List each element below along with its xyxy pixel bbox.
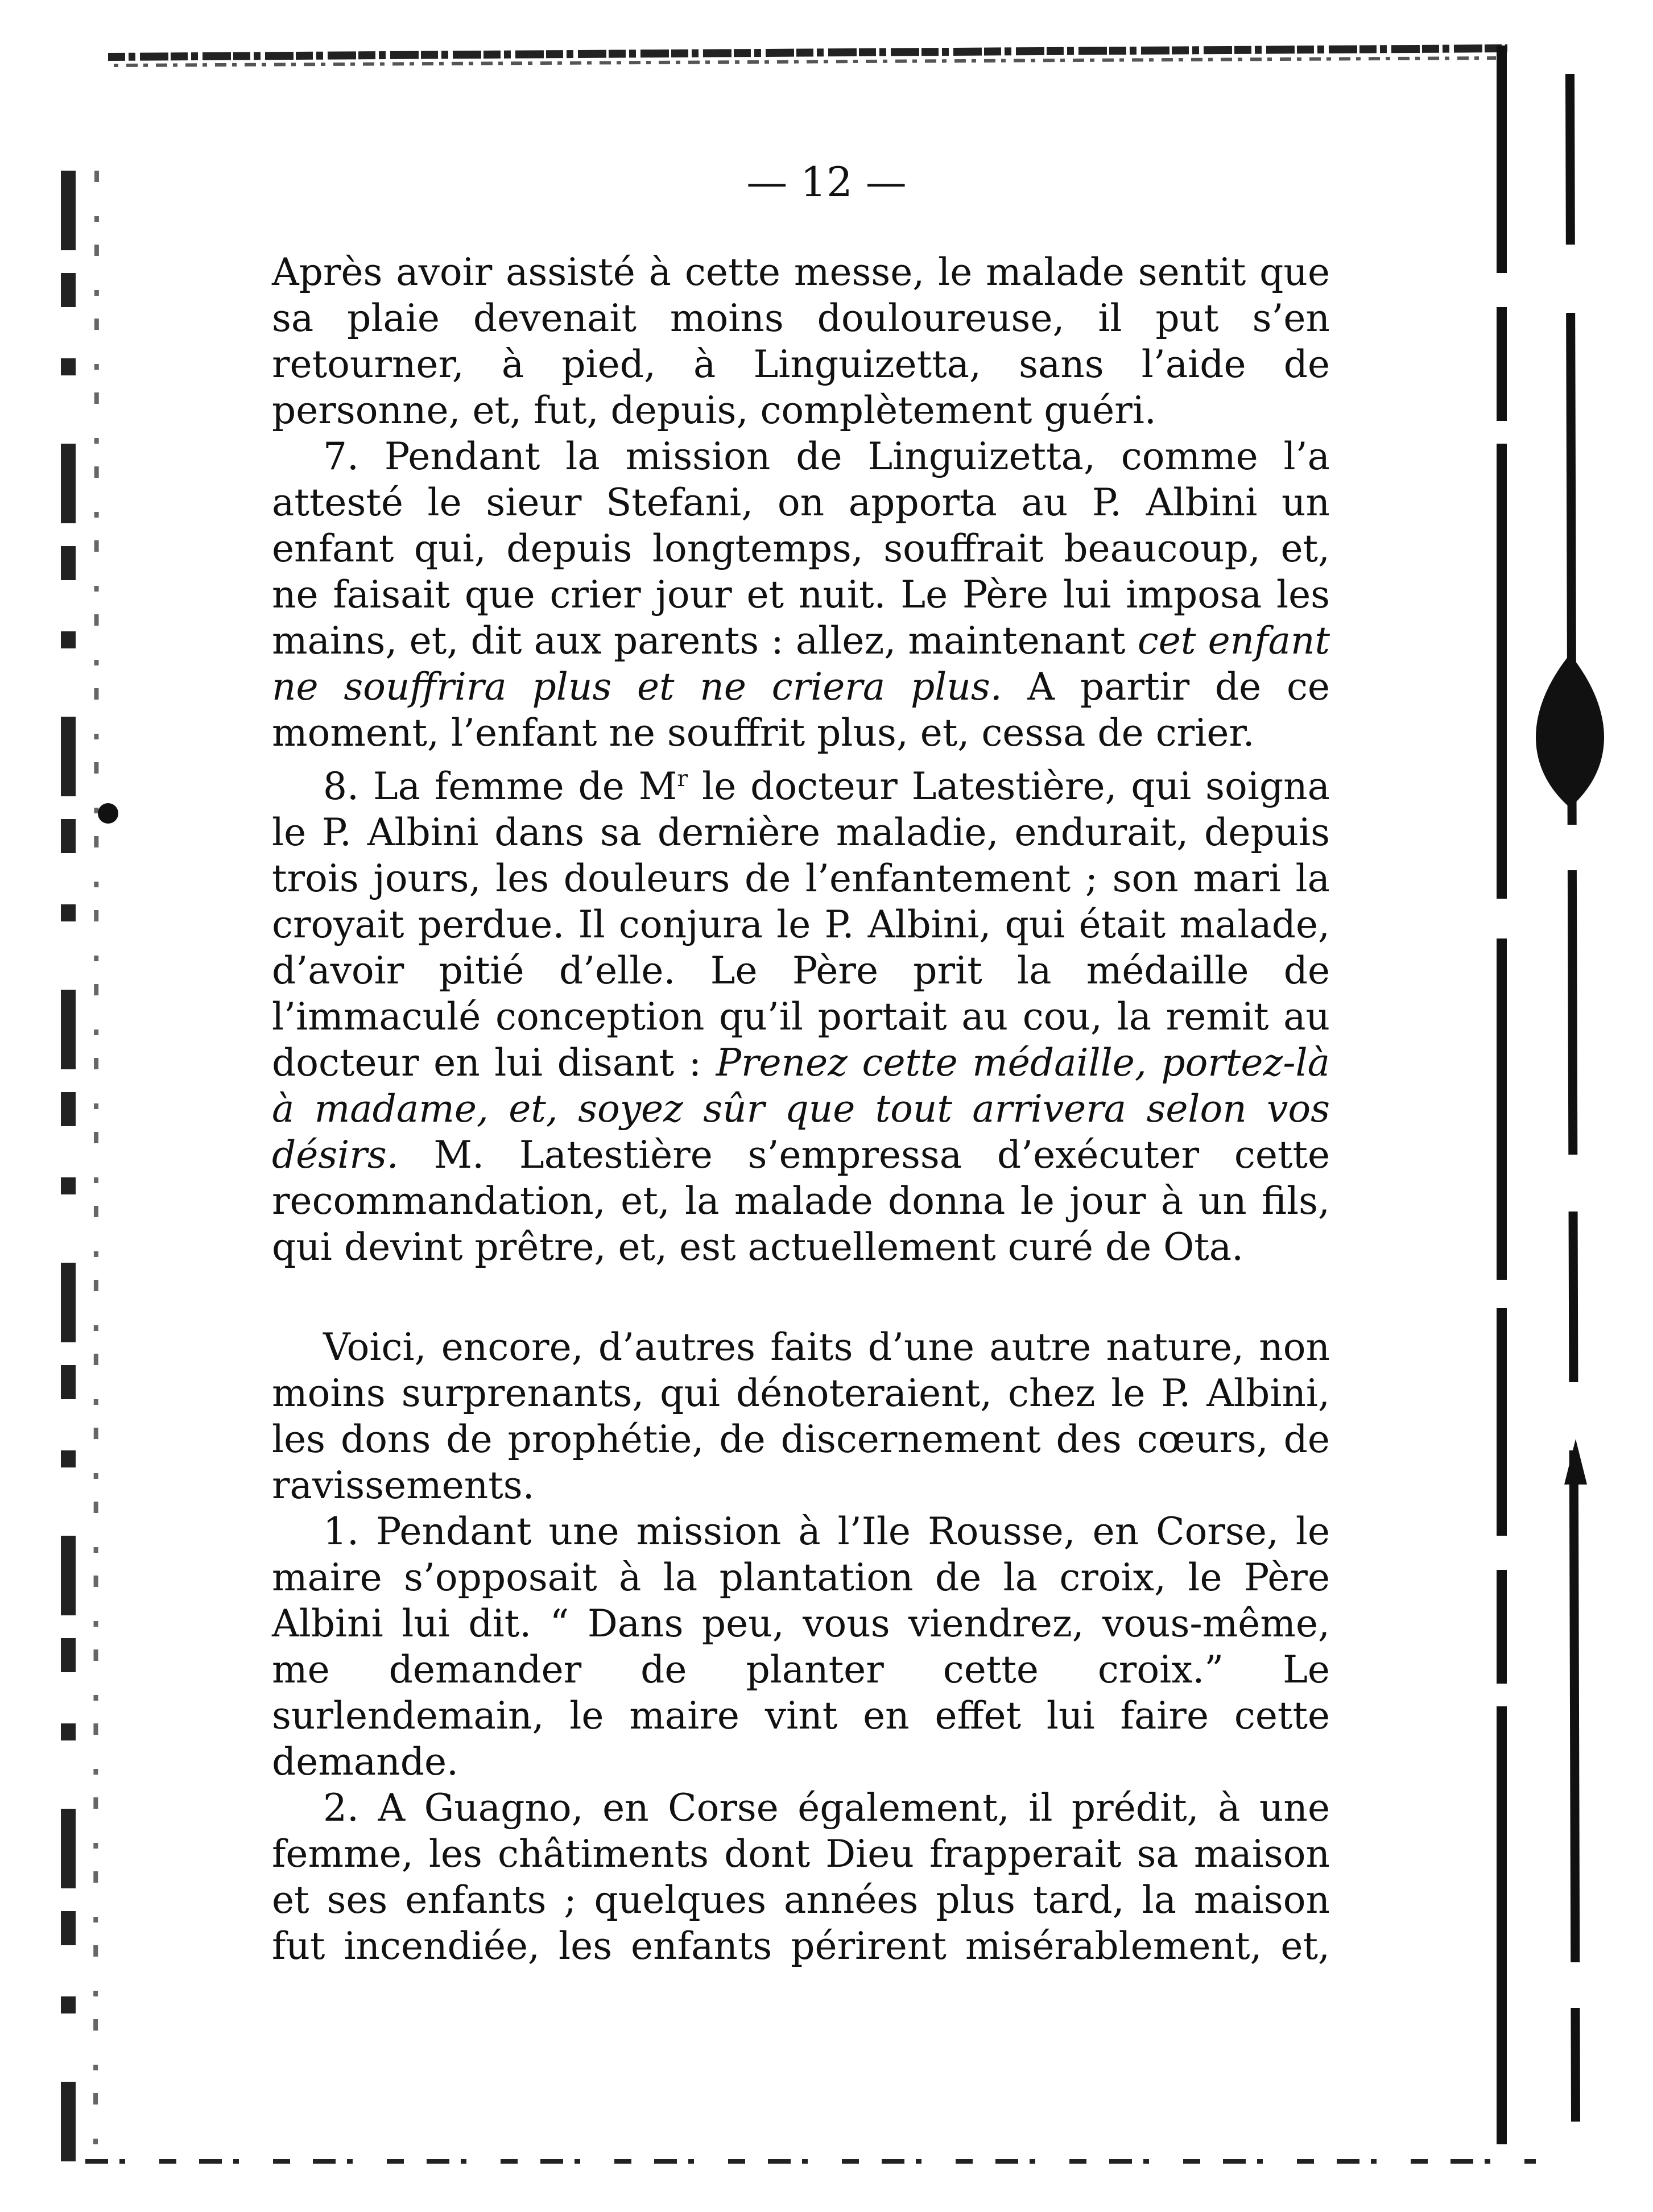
scan-noise-bottom [85, 2139, 1536, 2178]
paragraph-3-after: M. Latestière s’empressa d’exécuter cette recommandation, et, la malade donna le jour à un fils, qui devint prêtre, et, est actuellement curé de Ota. [272, 1133, 1330, 1269]
paragraph-3 [272, 756, 1330, 1270]
paragraph-5-text: 1. Pendant une mission à l’Ile Rousse, en Corse, le maire s’opposait à la plantation de la croix, le Père Albini lui dit. “ Dans peu, vous viendrez, vous-même, me demander de planter cette croix.” Le surlendemain, le maire vint en effet lui faire cette demande. [272, 1510, 1330, 1784]
paragraph-6-text: 2. A Guagno, en Corse également, il prédit, à une femme, les châtiments dont Dieu frapperait sa maison et ses enfants ; quelques années plus tard, la maison fut incendiée, les enfants périrent misérablement, et, [272, 1786, 1330, 1968]
paragraph-1 [272, 249, 1330, 433]
paragraph-3-sup: r [677, 766, 688, 792]
paragraph-2 [272, 433, 1330, 756]
paragraph-2-after: A partir de ce moment, l’enfant ne souffrit plus, et, cessa de crier. [272, 665, 1330, 755]
paragraph-6 [272, 1785, 1330, 1969]
paragraph-5 [272, 1508, 1330, 1785]
paragraph-2-text: 7. Pendant la mission de Linguizetta, comme l’a attesté le sieur Stefani, on apporta au P. Albini un enfant qui, depuis longtemps, souffrait beaucoup, et, ne faisait que crier jour et nuit. Le Père lui imposa les mains, et, dit aux parents : allez, maintenant [272, 435, 1330, 663]
paragraph-3-quote: Prenez cette médaille, portez-là à madame, et, soyez sûr que tout arrivera selon vos désirs. [272, 1041, 1330, 1177]
page-number: — 12 — [746, 158, 907, 206]
paragraph-4 [272, 1324, 1330, 1508]
paragraph-1-text: Après avoir assisté à cette messe, le malade sentit que sa plaie devenait moins douloureuse, il put s’en retourner, à pied, à Linguizetta, sans l’aide de personne, et, fut, depuis, complètement guéri. [272, 250, 1330, 432]
scan-noise-top [108, 34, 1507, 85]
paragraph-2-quote: cet enfant ne souffrira plus et ne criera plus. [272, 619, 1330, 709]
scan-noise-right [1490, 28, 1627, 2144]
body-text [272, 249, 1330, 1969]
paragraph-4-text: Voici, encore, d’autres faits d’une autre nature, non moins surprenants, qui dénoteraient, chez le P. Albini, les dons de prophétie, de discernement des cœurs, de ravissements. [272, 1325, 1330, 1507]
paragraph-3-text: le docteur Latestière, qui soigna le P. Albini dans sa dernière maladie, endurait, depuis trois jours, les douleurs de l’enfantement ; son mari la croyait perdue. Il conjura le P. Albini, qui était malade, d’avoir pitié d’elle. Le Père prit la médaille de l’immaculé conception qu’il portait au cou, la remit au docteur en lui disant : [272, 764, 1330, 1085]
scan-noise-left [28, 171, 119, 2161]
paragraph-3-before: 8. La femme de M [323, 764, 677, 808]
